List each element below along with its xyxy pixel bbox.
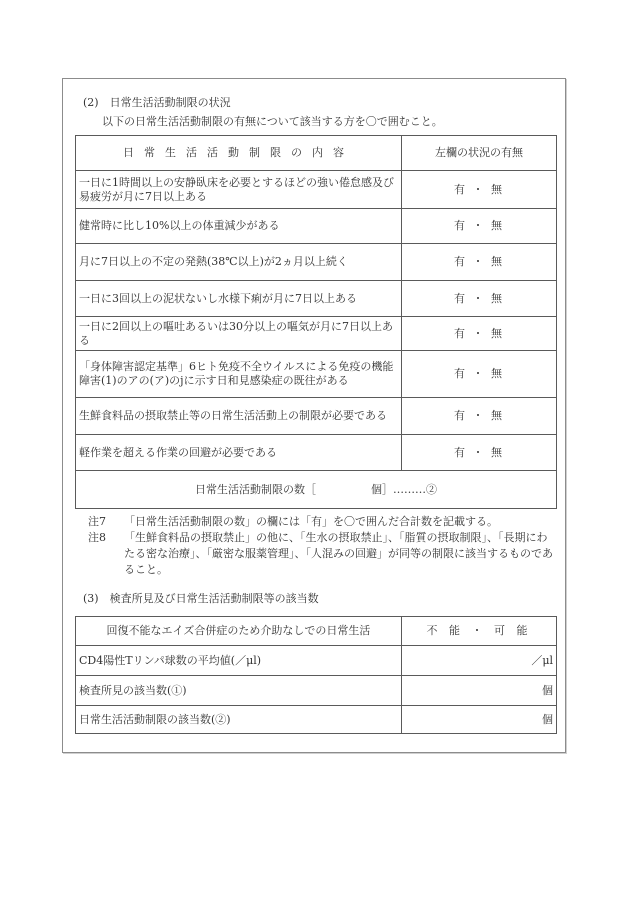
- header-status: 左欄の状況の有無: [402, 136, 557, 171]
- yes-no-choice[interactable]: 有 ・ 無: [402, 351, 557, 398]
- restriction-content: 生鮮食料品の摂取禁止等の日常生活活動上の制限が必要である: [76, 398, 402, 435]
- findings-count-label: 検査所見の該当数(①): [76, 676, 402, 706]
- table-row: [76, 281, 557, 317]
- yes-no-choice[interactable]: 有 ・ 無: [402, 171, 557, 209]
- yes-no-choice[interactable]: 有 ・ 無: [402, 398, 557, 435]
- yes-no-choice[interactable]: 有 ・ 無: [402, 209, 557, 244]
- restriction-content: 一日に3回以上の泥状ないし水様下痢が月に7日以上ある: [76, 281, 402, 317]
- table-row: [76, 351, 557, 398]
- restriction-content: 一日に1時間以上の安静臥床を必要とするほどの強い倦怠感及び易疲労が月に7日以上ある: [76, 171, 402, 209]
- table-row: [76, 244, 557, 281]
- section-3-title: (3) 検査所見及び日常生活活動制限等の該当数: [83, 592, 319, 605]
- table-row: [76, 398, 557, 435]
- cd4-average-label: CD4陽性Tリンパ球数の平均値(／μl): [76, 646, 402, 676]
- daily-life-without-assistance-label: 回復不能なエイズ合併症のため介助なしでの日常生活: [76, 617, 402, 646]
- cd4-average-value[interactable]: ／μl: [402, 646, 557, 676]
- table-row: [76, 209, 557, 244]
- yes-no-choice[interactable]: 有 ・ 無: [402, 317, 557, 351]
- table-row: [76, 617, 557, 646]
- note-text: 「日常生活活動制限の数」の欄には「有」を〇で囲んだ合計数を記載する。: [124, 515, 498, 528]
- findings-count-value[interactable]: 個: [402, 676, 557, 706]
- restriction-content: 「身体障害認定基準」6ヒト免疫不全ウイルスによる免疫の機能障害(1)のアの(ア)のjに示す日和見感染症の既往がある: [76, 351, 402, 398]
- impossible-possible-choice[interactable]: 不 能 ・ 可 能: [402, 617, 557, 646]
- table-row: [76, 171, 557, 209]
- restriction-content: 一日に2回以上の嘔吐あるいは30分以上の嘔気が月に7日以上ある: [76, 317, 402, 351]
- section-2-title: (2) 日常生活活動制限の状況: [83, 96, 231, 109]
- table-row: [76, 317, 557, 351]
- restriction-count-label: 日常生活活動制限の該当数(②): [76, 706, 402, 734]
- yes-no-choice[interactable]: 有 ・ 無: [402, 281, 557, 317]
- table-row: [76, 676, 557, 706]
- header-content: 日常生活活動制限の内容: [76, 136, 402, 171]
- note-label: 注7: [88, 515, 106, 528]
- restriction-count-value[interactable]: 個: [402, 706, 557, 734]
- table-header-row: [76, 136, 557, 171]
- total-row: [76, 471, 557, 509]
- restriction-content: 軽作業を超える作業の回避が必要である: [76, 435, 402, 471]
- note-label: 注8: [88, 531, 106, 544]
- yes-no-choice[interactable]: 有 ・ 無: [402, 435, 557, 471]
- restriction-content: 月に7日以上の不定の発熱(38℃以上)が2ヵ月以上続く: [76, 244, 402, 281]
- daily-activity-restriction-table: [75, 135, 557, 509]
- note-text: 「生鮮食料品の摂取禁止」の他に、「生水の摂取禁止」、「脂質の摂取制限」、「長期にわたる密な治療」、「厳密な服薬管理」、「人混みの回避」が同等の制限に該当するものであること。: [124, 531, 553, 576]
- restriction-count-total[interactable]: 日常生活活動制限の数［ 個］………②: [76, 471, 557, 509]
- note-8: [88, 530, 558, 578]
- notes: [88, 514, 558, 578]
- table-row: [76, 435, 557, 471]
- table-row: [76, 706, 557, 734]
- restriction-content: 健常時に比し10%以上の体重減少がある: [76, 209, 402, 244]
- yes-no-choice[interactable]: 有 ・ 無: [402, 244, 557, 281]
- findings-count-table: [75, 616, 557, 734]
- note-7: [88, 514, 558, 530]
- table-row: [76, 646, 557, 676]
- section-2-instruction: 以下の日常生活活動制限の有無について該当する方を〇で囲むこと。: [102, 115, 443, 128]
